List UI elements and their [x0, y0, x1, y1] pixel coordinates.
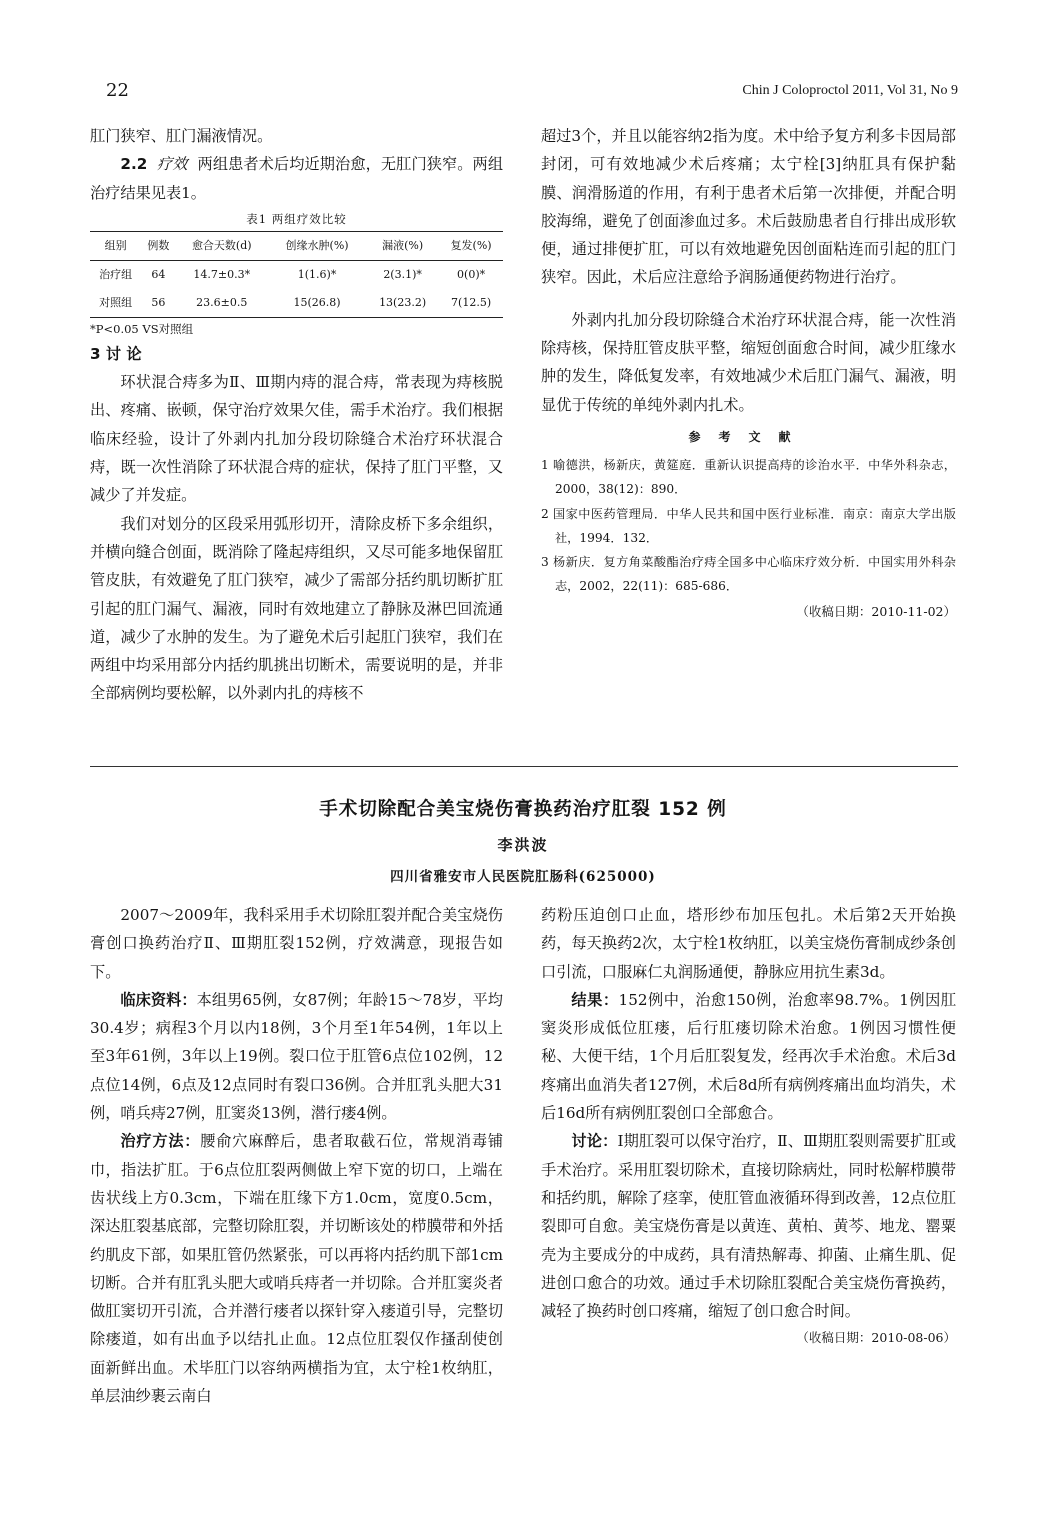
clinical-data-label: 临床资料： [120, 990, 197, 1009]
article-divider [90, 766, 958, 767]
paragraph: 药粉压迫创口止血，塔形纱布加压包扎。术后第2天开始换药，每天换药2次，太宁栓1枚纳肛，以美宝烧伤膏制成纱条创口引流，口服麻仁丸润肠通便，静脉应用抗生素3d。 [541, 906, 956, 981]
received-date: （收稿日期：2010-08-06） [796, 1330, 956, 1346]
header-cell: 例数 [147, 238, 170, 252]
table-cell: 1(1.6)* [297, 267, 337, 281]
header-cell: 漏液(%) [382, 238, 424, 252]
article2-left-column [90, 901, 503, 1410]
paragraph: 2007～2009年，我科采用手术切除肛裂并配合美宝烧伤膏创口换药治疗Ⅱ、Ⅲ期肛裂152例，疗效满意，现报告如下。 [90, 906, 503, 981]
header-cell: 愈合天数(d) [191, 238, 252, 252]
clinical-data-text: 本组男65例，女87例；年龄15～78岁，平均30.4岁；病程3个月以内18例，3个月至1年54例，1年以上至3年61例，3年以上19例。裂口位于肛管6点位102例，12点位14例，6点及12点同时有裂口36例。合并肛乳头肥大31例，哨兵痔27例，肛窦炎13例，潜行瘘4例。 [90, 990, 503, 1123]
result-label: 结果： [571, 990, 619, 1009]
discussion-label: 讨论： [571, 1132, 618, 1151]
table-cell: 23.6±0.5 [196, 295, 248, 309]
paragraph: 我们对划分的区段采用弧形切开，清除皮桥下多余组织，并横向缝合创面，既消除了隆起痔组织，又尽可能多地保留肛管皮肤，有效避免了肛门狭窄，减少了需部分括约肌切断扩肛引起的肛门漏气、漏液，同时有效地建立了静脉及淋巴回流通道，减少了水肿的发生。为了避免术后引起肛门狭窄，我们在两组中均采用部分内括约肌挑出切断术，需要说明的是，并非全部病例均要松解，以外剥内扎的痔核不 [90, 514, 503, 703]
section-2-2 [90, 150, 503, 207]
header-cell: 复发(%) [450, 238, 492, 252]
section-number: 2.2 [120, 155, 148, 174]
reference-item: 2 国家中医药管理局．中华人民共和国中医行业标准．南京：南京大学出版社，1994．132． [541, 506, 956, 545]
header-cell: 组别 [104, 238, 127, 252]
table-row [90, 289, 503, 318]
results-table [90, 231, 503, 318]
section-title: 疗效 [157, 155, 188, 174]
table-note: *P<0.05 VS对照组 [90, 321, 194, 336]
table-cell: 13(23.2) [379, 295, 427, 309]
table-cell: 64 [151, 267, 166, 281]
table-cell: 2(3.1)* [383, 267, 422, 281]
paragraph: 环状混合痔多为Ⅱ、Ⅲ期内痔的混合痔，常表现为痔核脱出、疼痛、嵌顿，保守治疗效果欠佳，需手术治疗。我们根据临床经验，设计了外剥内扎加分段切除缝合术治疗环状混合痔，既一次性消除了环状混合痔的症状，保持了肛门平整，又减少了并发症。 [90, 373, 503, 505]
table-title: 表1 两组疗效比较 [246, 211, 347, 226]
author-name: 李洪波 [497, 836, 549, 854]
article1-right-column [541, 122, 956, 625]
table-cell: 14.7±0.3* [193, 267, 251, 281]
table-row [90, 260, 503, 289]
paragraph: 肛门狭窄、肛门漏液情况。 [90, 127, 273, 145]
table-cell: 56 [151, 295, 166, 309]
method-label: 治疗方法： [120, 1132, 201, 1151]
article2-right-column [541, 901, 956, 1351]
header-cell: 创缘水肿(%) [285, 238, 349, 252]
author-affiliation: 四川省雅安市人民医院肛肠科(625000) [390, 869, 656, 885]
journal-header: Chin J Coloproctol 2011, Vol 31, No 9 [742, 83, 958, 98]
article-title: 手术切除配合美宝烧伤膏换药治疗肛裂 152 例 [319, 799, 727, 820]
reference-item: 3 杨新庆．复方角菜酸酯治疗痔全国多中心临床疗效分析．中国实用外科杂志，2002，22(11)：685-686． [541, 555, 956, 594]
discussion-paragraph [541, 1127, 956, 1325]
received-date: （收稿日期：2010-11-02） [796, 603, 956, 619]
paragraph: 外剥内扎加分段切除缝合术治疗环状混合痔，能一次性消除痔核，保持肛管皮肤平整，缩短创面愈合时间，减少肛缘水肿的发生，降低复发率，有效地减少术后肛门漏气、漏液，明显优于传统的单纯外剥内扎术。 [541, 310, 956, 414]
paragraph: 超过3个，并且以能容纳2指为度。术中给予复方利多卡因局部封闭，可有效地减少术后疼痛；太宁栓[3]纳肛具有保护黏膜、润滑肠道的作用，有利于患者术后第一次排便，并配合明胶海绵，避免了创面渗血过多。术后鼓励患者自行排出成形软便，通过排便扩肛，可以有效地避免因创面粘连而引起的肛门狭窄。因此，术后应注意给予润肠通便药物进行治疗。 [541, 127, 956, 287]
table-cell: 治疗组 [99, 267, 133, 281]
section-text: 两组患者术后均近期治愈，无肛门狭窄。两组治疗结果见表1。 [90, 155, 504, 202]
discussion-text: Ⅰ期肛裂可以保守治疗，Ⅱ、Ⅲ期肛裂则需要扩肛或手术治疗。采用肛裂切除术，直接切除病灶，同时松解栉膜带和括约肌，解除了痉挛，使肛管血液循环得到改善，12点位肛裂即可自愈。美宝烧伤膏是以黄连、黄柏、黄芩、地龙、罂粟壳为主要成分的中成药，具有清热解毒、抑菌、止痛生肌、促进创口愈合的功效。通过手术切除肛裂配合美宝烧伤膏换药，减轻了换药时创口疼痛，缩短了创口愈合时间。 [541, 1132, 957, 1321]
page-number: 22 [106, 80, 129, 101]
references-title: 参考文献 [688, 429, 809, 444]
table-header-row [90, 231, 503, 260]
clinical-data-paragraph [90, 986, 503, 1127]
result-paragraph [541, 986, 956, 1127]
result-text: 152例中，治愈150例，治愈率98.7%。1例因肛窦炎形成低位肛瘘，后行肛瘘切除术治愈。1例因习惯性便秘、大便干结，1个月后肛裂复发，经再次手术治愈。术后3d疼痛出血消失者127例，术后8d所有病例疼痛出血均消失，术后16d所有病例肛裂创口全部愈合。 [541, 990, 957, 1123]
table-cell: 7(12.5) [451, 295, 492, 309]
method-text: 腰俞穴麻醉后，患者取截石位，常规消毒铺巾，指法扩肛。于6点位肛裂两侧做上窄下宽的切口，上端在齿状线上方0.3cm，下端在肛缘下方1.0cm，宽度0.5cm，深达肛裂基底部，完整切除肛裂，并切断该处的栉膜带和外括约肌皮下部，如果肛管仍然紧张，可以再将内括约肌下部1cm切断。合并有肛乳头肥大或哨兵痔者一并切除。合并肛窦炎者做肛窦切开引流，合并潜行瘘者以探针穿入瘘道引导，完整切除瘘道，如有出血予以结扎止血。12点位肛裂仅作搔刮使创面新鲜出血。术毕肛门以容纳两横指为宜，太宁栓1枚纳肛，单层油纱裹云南白 [90, 1132, 504, 1406]
table-cell: 对照组 [99, 295, 133, 309]
table-cell: 15(26.8) [293, 295, 341, 309]
reference-item: 1 喻德洪，杨新庆，黄筵庭．重新认识提高痔的诊治水平．中华外科杂志，2000，38(12)：890． [541, 457, 956, 497]
section-3-title: 3 讨 论 [90, 344, 142, 363]
table-cell: 0(0)* [457, 267, 486, 281]
article1-left-column [90, 122, 503, 708]
method-paragraph [90, 1127, 503, 1410]
